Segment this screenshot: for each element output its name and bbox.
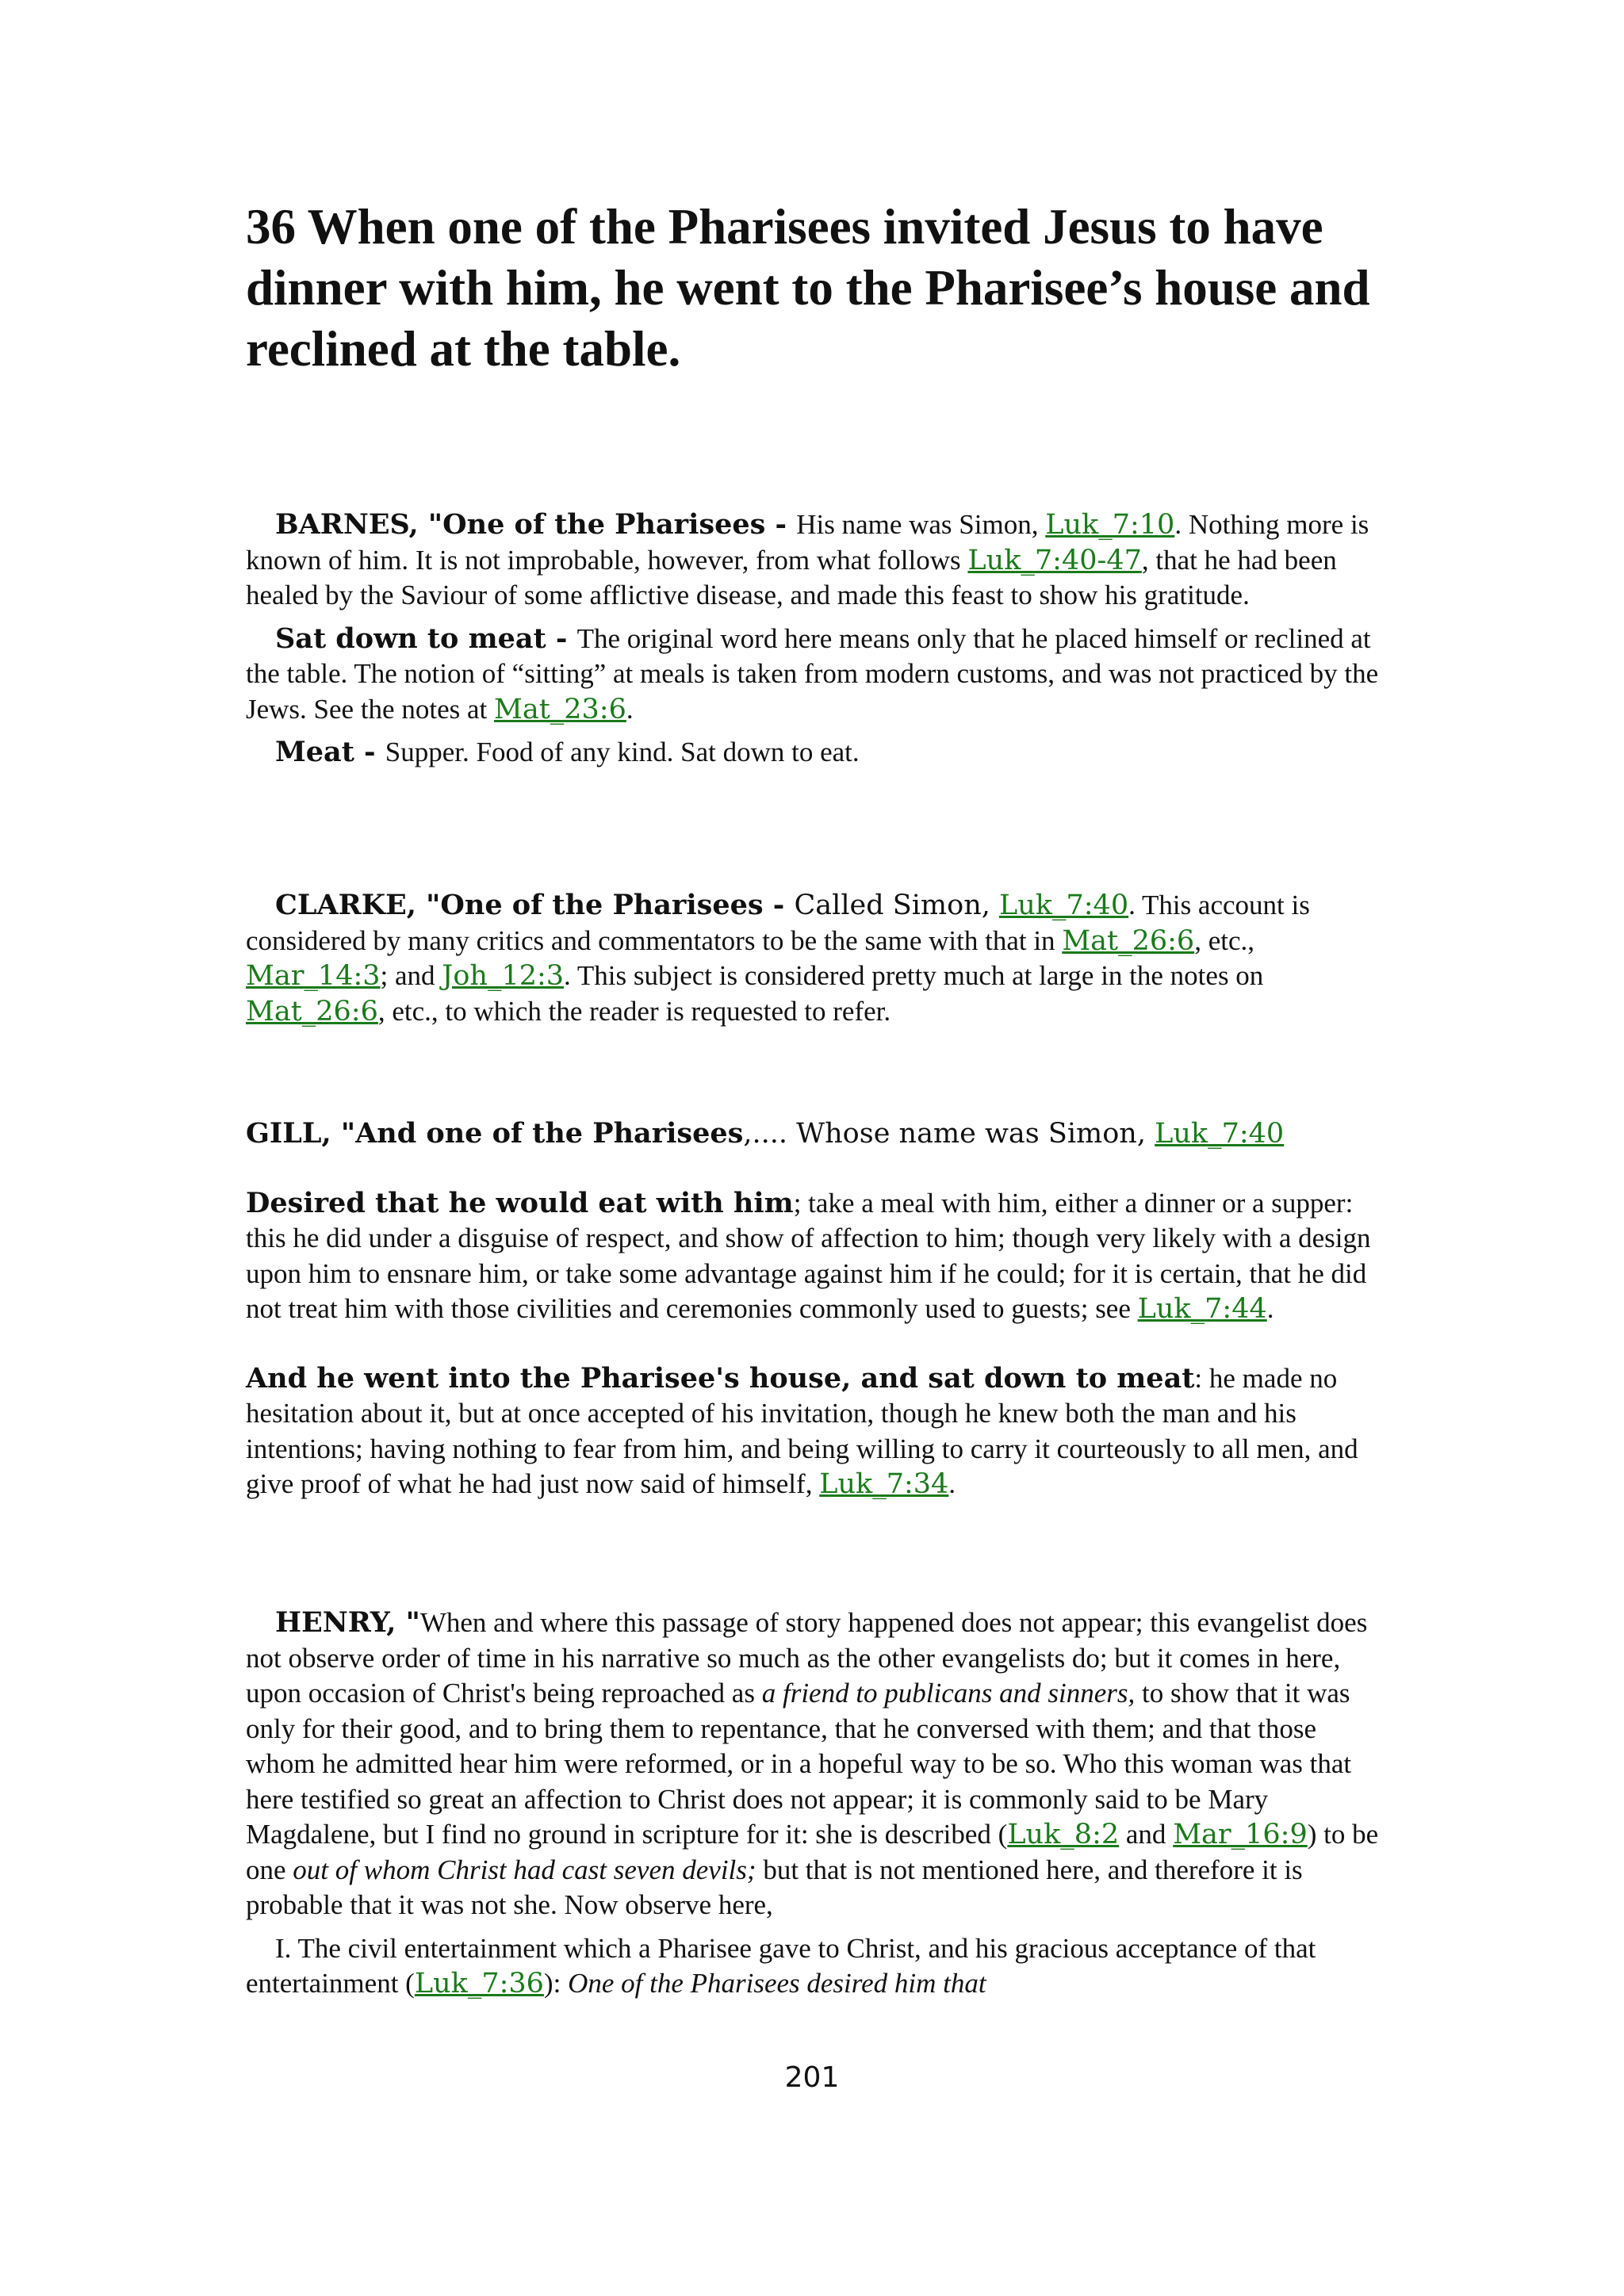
commentator-label: BARNES, ": [275, 508, 443, 541]
scripture-link[interactable]: Mat_23:6: [493, 693, 626, 725]
text-run: . This subject is considered pretty much at large in the notes on: [564, 960, 1264, 991]
scripture-link[interactable]: Mar_14:3: [246, 960, 381, 992]
barnes-paragraph-1: [246, 507, 1380, 614]
page-number: 201: [784, 2061, 840, 2094]
italic-run: One of the Pharisees desired him that: [568, 1968, 986, 1999]
barnes-paragraph-3: [246, 735, 1380, 771]
text-run: .: [626, 693, 634, 725]
henry-commentary: [246, 1605, 1380, 2010]
scripture-link[interactable]: Mar_16:9: [1173, 1819, 1308, 1850]
term-heading: Sat down to meat -: [275, 622, 577, 655]
text-run: The original word here means only that he placed himself or reclined at the table. The notion of “sitting” at meals is taken from modern customs, and was not practiced by the Jews. See the notes at: [246, 622, 1379, 725]
scripture-link[interactable]: Luk_7:40-47: [967, 544, 1142, 576]
scripture-link[interactable]: Luk_7:44: [1137, 1293, 1267, 1325]
text-run: His name was Simon,: [796, 509, 1046, 540]
scripture-link[interactable]: Luk_7:40: [1155, 1118, 1285, 1150]
text-run: : he made no hesitation about it, but at once accepted of his invitation, though he knew both the man and his intentions; having nothing to fear from him, and being willing to carry it courteously to all men, and give proof of what he had just now said of himself,: [246, 1362, 1358, 1499]
barnes-commentary: [246, 507, 1380, 779]
text-run: ) to be one: [246, 1819, 1379, 1885]
commentator-label: CLARKE, ": [275, 889, 441, 921]
term-heading: And he went into the Pharisee's house, and sat down to meat: [246, 1361, 1195, 1395]
clarke-commentary: [246, 888, 1380, 1037]
henry-paragraph-2: [246, 1931, 1380, 2002]
commentator-label: GILL, ": [246, 1117, 356, 1150]
italic-run: a friend to publicans and sinners,: [761, 1678, 1136, 1709]
gill-commentary: [246, 1116, 1380, 1536]
italic-run: out of whom Christ had cast seven devils;: [293, 1854, 756, 1885]
gill-paragraph-1: [246, 1116, 1380, 1152]
text-run: ; and: [380, 960, 442, 991]
text-run: to show that it was only for their good, and to bring them to repentance, that he conversed with them; and that those whom he admitted hear him were reformed, or in a hopeful way to be so. Who this woman was that here testified so great an affection to Christ does not appear; it is commonly said to be Mary Magdalene, but I find no ground in scripture for it: she is described (: [246, 1678, 1352, 1850]
text-run: . Nothing more is known of him. It is not improbable, however, from what follows: [246, 509, 1369, 576]
text-run: .: [1266, 1293, 1274, 1324]
text-run: , etc., to which the reader is requested to refer.: [377, 995, 891, 1027]
term-heading: One of the Pharisees -: [440, 889, 795, 921]
term-heading: And one of the Pharisees: [355, 1117, 744, 1150]
clarke-paragraph: [246, 888, 1380, 1029]
term-heading: Meat -: [275, 736, 385, 768]
barnes-paragraph-2: [246, 622, 1380, 728]
text-run: When and where this passage of story happened does not appear; this evangelist does not observe order of time in his narrative so much as the other evangelists do; but it comes in here, upon occasion of Christ's being reproached as: [246, 1607, 1368, 1709]
text-run: Supper. Food of any kind. Sat down to eat.: [385, 737, 860, 767]
text-run: .: [948, 1468, 956, 1499]
gill-paragraph-2: [246, 1186, 1380, 1327]
text-run: , etc.,: [1194, 924, 1254, 956]
text-run: ,.... Whose name was Simon,: [743, 1118, 1155, 1150]
text-run: ; take a meal with him, either a dinner or a supper: this he did under a disguise of respect, and show of affection to him; though very likely with a design upon him to ensnare him, or take some advantage against him if he could; for it is certain, that he did not treat him with those civilities and ceremonies commonly used to guests; see: [246, 1187, 1371, 1324]
scripture-link[interactable]: Luk_7:36: [414, 1968, 544, 1999]
text-run: , that he had been healed by the Saviour of some afflictive disease, and made this feast to show his gratitude.: [246, 544, 1337, 610]
scripture-link[interactable]: Joh_12:3: [442, 960, 565, 992]
text-run: but that is not mentioned here, and therefore it is probable that it was not she. Now observe here,: [246, 1854, 1303, 1920]
scripture-link[interactable]: Luk_7:34: [819, 1468, 949, 1500]
gill-paragraph-3: [246, 1361, 1380, 1502]
scripture-link[interactable]: Luk_8:2: [1007, 1819, 1120, 1850]
scripture-link[interactable]: Mat_26:6: [1062, 924, 1195, 957]
henry-paragraph-1: [246, 1605, 1380, 1923]
term-heading: One of the Pharisees -: [442, 508, 797, 541]
scripture-link[interactable]: Mat_26:6: [246, 995, 378, 1027]
term-heading: Desired that he would eat with him: [246, 1186, 794, 1219]
scripture-link[interactable]: Luk_7:10: [1045, 509, 1175, 541]
text-run: . This account is considered by many critics and commentators to be the same with that in: [246, 890, 1310, 956]
commentator-label: HENRY, ": [275, 1606, 420, 1639]
text-run: I. The civil entertainment which a Pharisee gave to Christ, and his gracious acceptance of that entertainment (: [246, 1932, 1316, 1999]
text-run: and: [1119, 1819, 1174, 1850]
text-run: ):: [543, 1968, 569, 1999]
text-run: Called Simon,: [794, 890, 999, 921]
scripture-link[interactable]: Luk_7:40: [999, 890, 1129, 921]
verse-heading: 36 When one of the Pharisees invited Jesus to have dinner with him, he went to the Pharisee’s house and reclined at the table.: [246, 199, 1370, 377]
